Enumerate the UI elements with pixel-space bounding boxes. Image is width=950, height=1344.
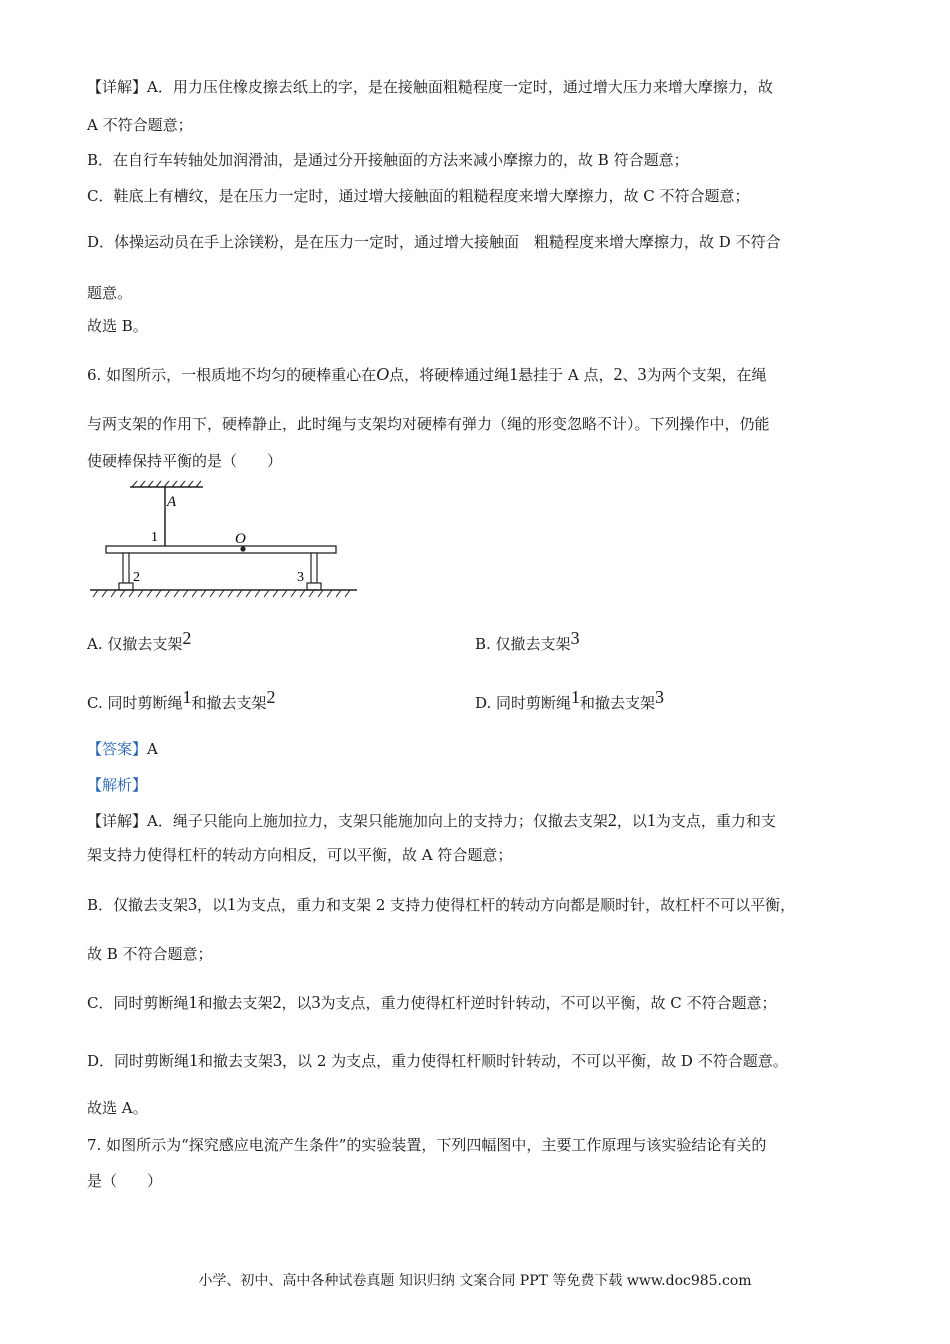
text-span: 【详解】A．绳子只能向上施加拉力，支架只能施加向上的支持力；仅撤去支架 (87, 812, 608, 830)
point-a-label: A (167, 494, 177, 510)
text-span: 和撤去支架 (197, 994, 273, 1012)
text-span: 为支点，重力和支架 2 支持力使得杠杆的转动方向都是顺时针，故杠杆不可以平衡， (236, 896, 796, 914)
answer-label: 【答案】 (87, 740, 148, 758)
explanation-line (87, 810, 776, 831)
answer-line (87, 739, 158, 759)
analysis-label: 【解析】 (87, 776, 148, 794)
ground-hatch (93, 590, 350, 597)
text-span: B．仅撤去支架 (87, 896, 189, 914)
text-span: 和撤去支架 (198, 1052, 274, 1070)
point-o-label: O (376, 364, 390, 384)
point-o-label: O (235, 531, 246, 547)
explanation-line (87, 1050, 788, 1071)
text-line: 题意。 (87, 284, 133, 302)
text-line: 故选 A。 (87, 1099, 148, 1117)
support-2-label: 2 (133, 570, 140, 585)
option-b-text: B. 仅撤去支架 (475, 635, 571, 653)
text-line: 是（ ） (87, 1172, 163, 1190)
number-label: 2 (607, 810, 617, 830)
text-line: 7. 如图所示为“探究感应电流产生条件”的实验装置，下列四幅图中，主要工作原理与该实验结论有关的 (87, 1136, 767, 1154)
text-span: ，以 (281, 994, 312, 1012)
text-span: 、 (622, 366, 638, 384)
support-3-label: 3 (297, 570, 304, 585)
number-label: 3 (311, 992, 321, 1012)
option-d-text: 和撤去支架 (580, 694, 656, 712)
text-span: 点，将硬棒通过绳 (389, 366, 510, 384)
number-label: 1 (182, 687, 192, 707)
number-label: 1 (646, 810, 656, 830)
page-footer: 小学、初中、高中各种试卷真题 知识归纳 文案合同 PPT 等免费下载 www.doc985.com (198, 1273, 752, 1289)
number-label: 2 (272, 992, 282, 1012)
support-3-post (311, 553, 317, 583)
explanation-line (87, 894, 795, 915)
text-span: ，以 (197, 896, 228, 914)
option-c-text: C. 同时剪断绳 (87, 694, 183, 712)
number-label: 1 (571, 687, 581, 707)
rod (106, 546, 336, 553)
option-c[interactable] (87, 687, 276, 713)
number-label: 1 (188, 992, 198, 1012)
text-span: C．同时剪断绳 (87, 994, 189, 1012)
text-span: 为支点，重力和支 (655, 812, 776, 830)
center-of-gravity-point (240, 546, 245, 551)
explanation-line (87, 992, 777, 1013)
number-label: 3 (570, 628, 580, 648)
number-label: 2 (266, 687, 276, 707)
lever-figure (85, 475, 365, 610)
answer-value: A (147, 740, 158, 758)
text-line: C．鞋底上有槽纹，是在压力一定时，通过增大接触面的粗糙程度来增大摩擦力，故 C 不符合题意； (87, 187, 750, 205)
text-line: 故选 B。 (87, 317, 148, 335)
number-label: 3 (655, 687, 665, 707)
text-span: 为两个支架，在绳 (646, 366, 767, 384)
text-line: A 不符合题意； (87, 116, 193, 134)
option-b[interactable] (475, 628, 580, 654)
text-line: 架支持力使得杠杆的转动方向相反，可以平衡，故 A 符合题意； (87, 846, 513, 864)
ceiling-hatch (132, 481, 201, 487)
text-span: ，以 (616, 812, 647, 830)
text-line: D．体操运动员在手上涂镁粉，是在压力一定时，通过增大接触面 粗糙程度来增大摩擦力，故 D 不符合 (87, 233, 781, 251)
number-label: 1 (189, 1050, 199, 1070)
text-span: D．同时剪断绳 (87, 1052, 190, 1070)
number-label: 1 (227, 894, 237, 914)
support-3-base (307, 583, 321, 590)
option-d-text: D. 同时剪断绳 (475, 694, 572, 712)
number-label: 3 (188, 894, 198, 914)
text-line: 使硬棒保持平衡的是（ ） (87, 452, 283, 470)
rope-1-label: 1 (151, 530, 158, 545)
option-c-text: 和撤去支架 (191, 694, 267, 712)
number-label: 3 (273, 1050, 283, 1070)
text-span: 为支点，重力使得杠杆逆时针转动，不可以平衡，故 C 不符合题意； (320, 994, 777, 1012)
text-span: 6. 如图所示，一根质地不均匀的硬棒重心在 (87, 366, 377, 384)
text-line: 与两支架的作用下，硬棒静止，此时绳与支架均对硬棒有弹力（绳的形变忽略不计）。下列操作中，仍能 (87, 415, 770, 433)
text-line: 故 B 不符合题意； (87, 945, 213, 963)
text-line: 【详解】A．用力压住橡皮擦去纸上的字，是在接触面粗糙程度一定时，通过增大压力来增大摩擦力，故 (87, 78, 773, 96)
number-label: 2 (613, 364, 623, 384)
option-d[interactable] (475, 687, 665, 713)
number-label: 3 (637, 364, 647, 384)
text-line: B．在自行车转轴处加润滑油，是通过分开接触面的方法来减小摩擦力的，故 B 符合题意； (87, 151, 689, 169)
number-label: 1 (509, 364, 519, 384)
support-2-base (119, 583, 133, 590)
number-label: 2 (182, 628, 192, 648)
support-2-post (123, 553, 129, 583)
option-a-text: A. 仅撤去支架 (87, 635, 183, 653)
text-span: 悬挂于 A 点， (518, 366, 614, 384)
question-6-stem-line (87, 364, 767, 385)
option-a[interactable] (87, 628, 192, 654)
text-span: ，以 2 为支点，重力使得杠杆顺时针转动，不可以平衡，故 D 不符合题意。 (282, 1052, 788, 1070)
